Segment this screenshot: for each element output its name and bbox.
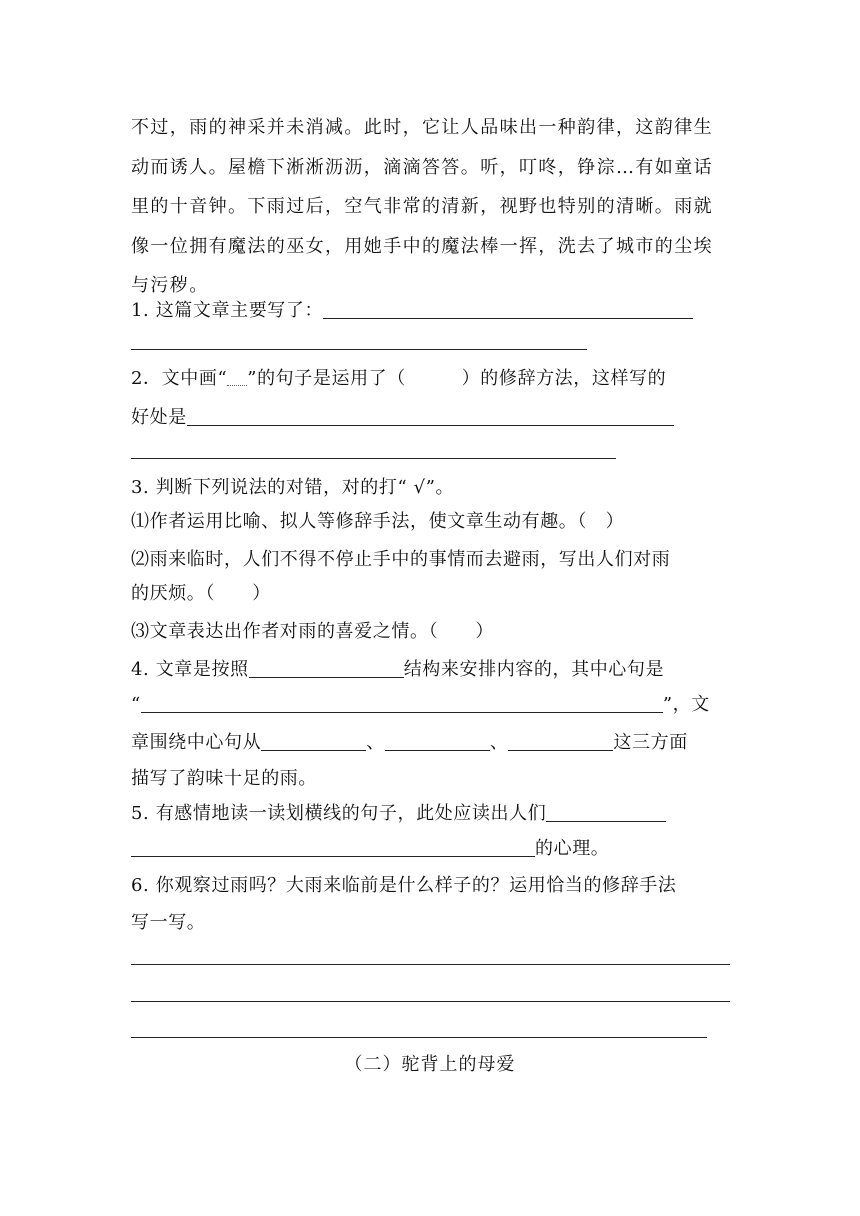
question-5-text-part1: 5. 有感情地读一读划横线的句子，此处应读出人们 xyxy=(131,803,547,824)
passage-line-4: 像一位拥有魔法的巫女，用她手中的魔法棒一挥，洗去了城市的尘埃 xyxy=(131,236,713,257)
question-6-answer-line-3[interactable] xyxy=(131,1037,707,1038)
question-2 xyxy=(131,366,666,392)
question-4-line-3-part1: 章围绕中心句从 xyxy=(131,732,262,753)
question-6-answer-line-1[interactable] xyxy=(131,964,730,965)
wavy-underline-mark xyxy=(227,369,247,386)
section-title: （二）驼背上的母爱 xyxy=(344,1054,516,1075)
question-5-answer-blank[interactable] xyxy=(546,803,666,822)
question-1-answer-blank[interactable] xyxy=(323,300,693,319)
question-4-line-3-part2: 这三方面 xyxy=(613,732,688,753)
question-5-line-2 xyxy=(131,836,609,862)
passage-line-3: 里的十音钟。下雨过后，空气非常的清新，视野也特别的清晰。雨就 xyxy=(131,196,713,217)
question-4-central-sentence-blank[interactable] xyxy=(141,694,663,713)
question-3-item-2-line-2: 的厌烦。（ ） xyxy=(131,583,271,604)
question-3-item-1: ⑴作者运用比喻、拟人等修辞手法，使文章生动有趣。（ ） xyxy=(131,511,625,532)
question-4-open-quote: “ xyxy=(131,694,141,715)
question-1-answer-line-2[interactable] xyxy=(131,349,587,350)
passage-line-1: 不过，雨的神采并未消减。此时，它让人品味出一种韵律，这韵律生 xyxy=(131,117,713,138)
question-4-line-2 xyxy=(131,692,710,718)
question-2-answer-blank[interactable] xyxy=(187,407,674,426)
passage-line-2: 动而诱人。屋檐下淅淅沥沥，滴滴答答。听，叮咚，铮淙…有如童话 xyxy=(131,157,713,178)
question-3-item-2-line-1: ⑵雨来临时，人们不得不停止手中的事情而去避雨，写出人们对雨 xyxy=(131,549,671,570)
question-5-answer-blank-2[interactable] xyxy=(131,838,535,857)
question-4-separator-1: 、 xyxy=(366,732,385,753)
question-2-text-part2: ”的句子是运用了（ ）的修辞方法，这样写的 xyxy=(247,368,667,389)
question-6-line-1: 6. 你观察过雨吗？大雨来临前是什么样子的？运用恰当的修辞手法 xyxy=(131,875,677,896)
passage-line-5: 与污秽。 xyxy=(131,275,209,296)
question-6-answer-line-2[interactable] xyxy=(131,1001,730,1002)
question-2-line-2 xyxy=(131,405,674,431)
question-6-line-2: 写一写。 xyxy=(131,912,206,933)
question-4-line-4: 描写了韵味十足的雨。 xyxy=(131,768,317,789)
question-4-separator-2: 、 xyxy=(489,732,509,753)
question-1-text: 1. 这篇文章主要写了： xyxy=(131,300,324,321)
question-2-text-part1: 2．文中画“ xyxy=(131,368,228,389)
question-1 xyxy=(131,298,693,324)
question-4-aspect-blank-1[interactable] xyxy=(261,732,366,751)
question-3-stem: 3. 判断下列说法的对错，对的打“ √”。 xyxy=(131,477,455,498)
question-4-text-part1: 4. 文章是按照 xyxy=(131,659,249,680)
question-4-line-1 xyxy=(131,657,664,683)
question-5-text-part2: 的心理。 xyxy=(535,838,610,859)
question-4-structure-blank[interactable] xyxy=(249,659,404,678)
question-2-benefit-label: 好处是 xyxy=(131,407,187,428)
question-5-line-1 xyxy=(131,801,666,827)
question-4-close-quote: ”，文 xyxy=(662,694,710,715)
question-3-item-3: ⑶文章表达出作者对雨的喜爱之情。（ ） xyxy=(131,621,494,642)
question-4-line-3 xyxy=(131,730,688,756)
question-4-aspect-blank-2[interactable] xyxy=(385,732,490,751)
question-2-answer-line-2[interactable] xyxy=(131,458,616,459)
question-4-aspect-blank-3[interactable] xyxy=(508,732,613,751)
question-4-text-part2: 结构来安排内容的，其中心句是 xyxy=(403,659,665,680)
